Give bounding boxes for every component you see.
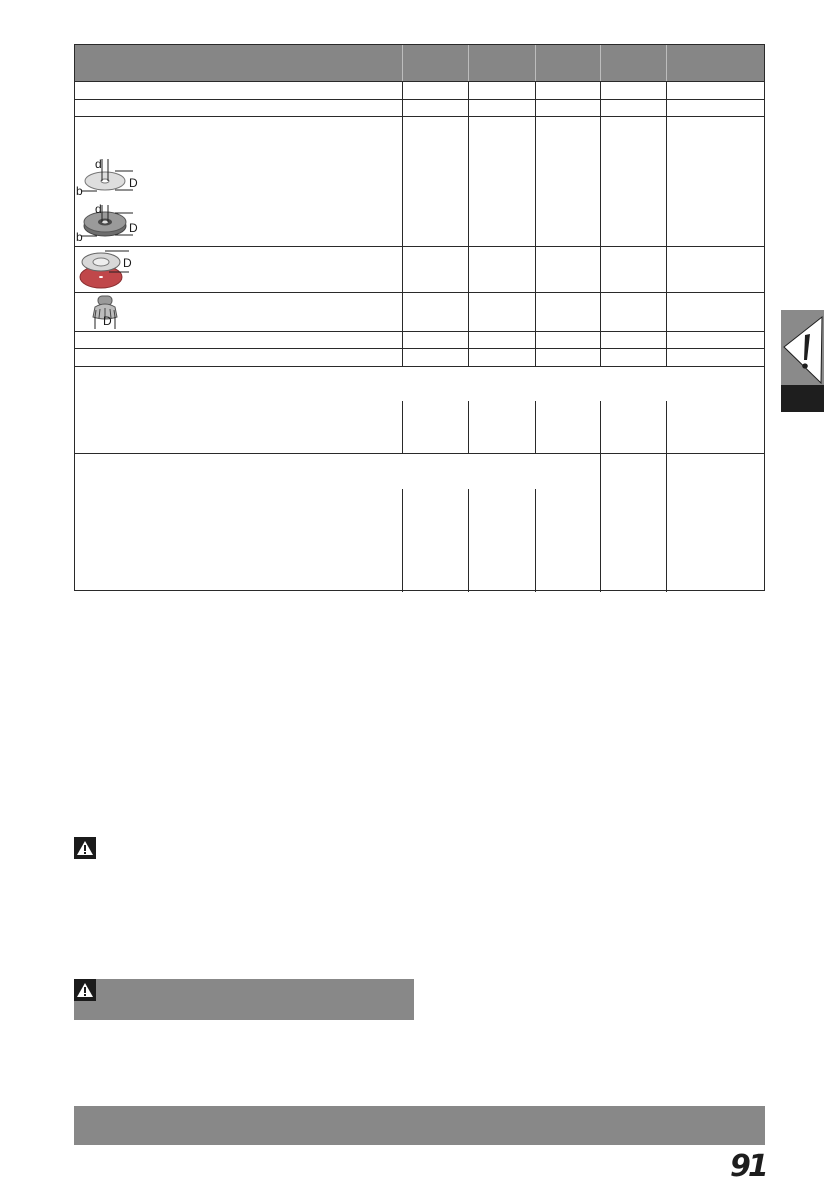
column-divider (600, 453, 601, 592)
spec-table (74, 44, 765, 591)
column-divider (535, 489, 536, 592)
page-number: 91 (730, 1149, 766, 1184)
column-divider (666, 45, 667, 81)
warning-triangle-icon (74, 979, 96, 1001)
thickness-label: b (76, 184, 83, 198)
column-divider (535, 81, 536, 366)
column-divider (600, 45, 601, 81)
outer-diameter-label: D (129, 176, 138, 190)
sanding-disc-diagram (79, 248, 139, 292)
row-divider (75, 292, 764, 293)
row-divider (75, 366, 764, 367)
row-divider (75, 348, 764, 349)
column-divider (468, 489, 469, 592)
warning-triangle-icon (74, 837, 96, 859)
column-divider (402, 45, 403, 81)
bore-diameter-label: d (95, 202, 102, 216)
column-divider (600, 401, 601, 453)
row-divider (75, 99, 764, 100)
column-divider (666, 401, 667, 453)
column-divider (402, 81, 403, 366)
row-divider (75, 453, 764, 454)
column-divider (402, 401, 403, 453)
row-divider (75, 81, 764, 82)
column-divider (535, 401, 536, 453)
section-side-tab (781, 310, 824, 412)
column-divider (535, 45, 536, 81)
row-divider (75, 246, 764, 247)
outer-diameter-label: D (103, 314, 112, 328)
exclamation-triangle-icon (783, 315, 823, 385)
column-divider (666, 453, 667, 592)
column-divider (402, 489, 403, 592)
outer-diameter-label: D (123, 256, 132, 270)
bore-diameter-label: d (95, 157, 102, 171)
section-heading-bar (74, 1106, 765, 1145)
column-divider (468, 45, 469, 81)
column-divider (468, 401, 469, 453)
outer-diameter-label: D (129, 221, 138, 235)
warning-notice-bar (74, 979, 414, 1020)
table-header (75, 45, 764, 81)
row-divider (75, 116, 764, 117)
column-divider (666, 81, 667, 366)
column-divider (600, 81, 601, 366)
row-divider (75, 331, 764, 332)
thickness-label: b (76, 230, 83, 244)
column-divider (468, 81, 469, 366)
